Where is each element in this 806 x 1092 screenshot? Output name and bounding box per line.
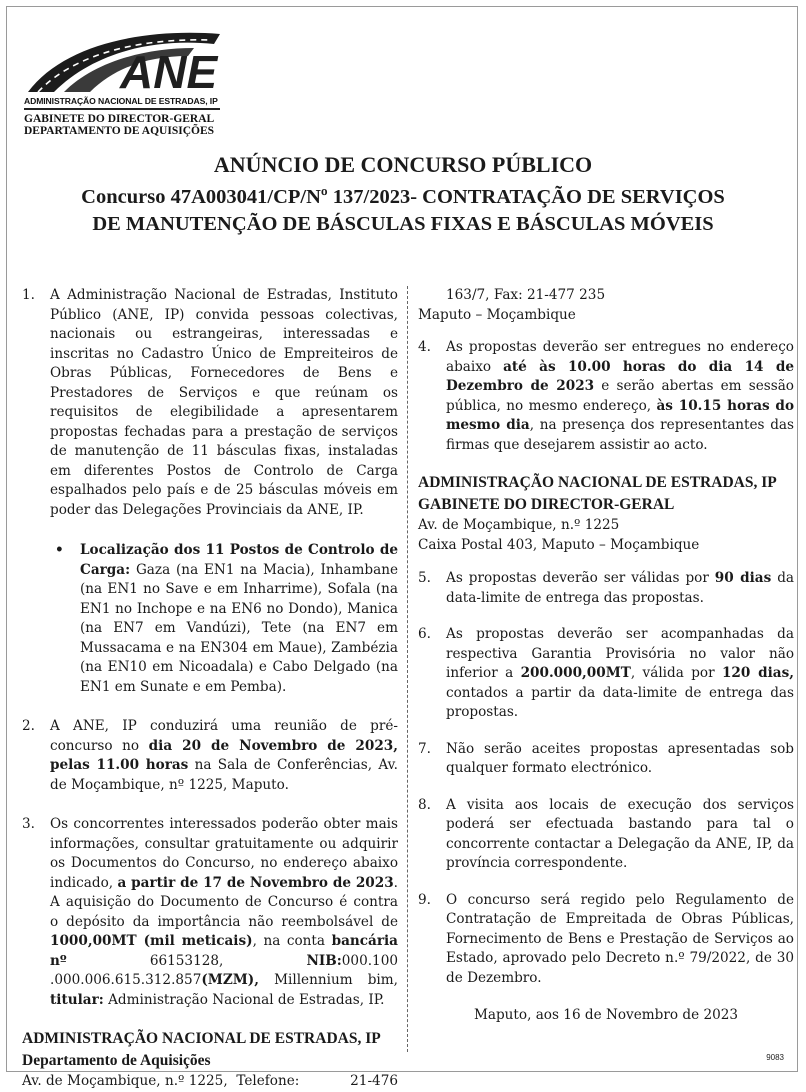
item-2-number: 2. [22, 718, 35, 734]
right-column [418, 286, 794, 1026]
office-block [24, 113, 214, 137]
bullet-mark: • [55, 542, 64, 558]
item-3 [22, 815, 398, 1010]
item-7-text: Não serão aceites propostas apresentadas sob qualquer formato electrónico. [446, 740, 794, 776]
item-9-text: O concurso será regido pelo Regulamento de Contratação de Empreitada de Obras Públicas, Fornecimento de Bens e Prestação de Serviços ao Estado, aprovado pelo Decreto n.º 79/2022, de 30 de Dezembro. [446, 891, 794, 986]
posts-bullet-text: Gaza (na EN1 na Macia), Inhambane (na EN1 no Save e em Inharrime), Sofala (na EN1 no Inchope e na EN6 no Dondo), Manica (na EN7 em Vandúzi), Tete (na EN7 em Mussacama e na EN304 em Maue), Zambézia (na EN10 em Nicoadala) e Cabo Delgado (na EN1 em Sunate e em Pemba). [80, 561, 398, 695]
item-3-fee: 1000,00MT (mil meticais) [50, 933, 253, 949]
dateline: Maputo, aos 16 de Novembro de 2023 [473, 1007, 739, 1023]
tender-title-line-2: DE MANUTENÇÃO DE BÁSCULAS FIXAS E BÁSCULAS MÓVEIS [92, 213, 714, 235]
item-5-text-c: da data-limite de entrega das propostas. [446, 570, 795, 606]
address-1-street-line [22, 1072, 398, 1092]
item-3-text-c: . A aquisição do Documento de Concurso é contra o depósito da importância não reembolsável de [50, 874, 398, 930]
address-1-heading: ADMINISTRAÇÃO NACIONAL DE ESTRADAS, IP [22, 1030, 381, 1047]
item-3-currency: (MZM), [201, 972, 259, 988]
item-4-opening-time: às 10.15 horas do mesmo dia [446, 397, 795, 433]
item-7-number: 7. [418, 740, 431, 757]
item-6-number: 6. [418, 626, 431, 642]
address-1-department: Departamento de Aquisições [22, 1052, 211, 1069]
item-6 [418, 625, 794, 723]
agency-name-caption: ADMINISTRAÇÃO NACIONAL DE ESTRADAS, IP [24, 96, 218, 106]
address-1-street: Av. de Moçambique, n.º 1225, [22, 1073, 228, 1089]
posts-bullet-heading: Localização dos 11 Postos de Controlo de Carga: [80, 542, 398, 578]
item-3-holder-label: titular: [50, 991, 104, 1008]
item-3-text-e: , na conta [252, 933, 332, 949]
address-block-1 [22, 1028, 398, 1092]
tender-title-line-1: Concurso 47A003041/CP/Nº 137/2023- CONTRATAÇÃO DE SERVIÇOS [81, 186, 725, 208]
logo-underline [24, 108, 220, 110]
item-5 [418, 569, 794, 608]
item-3-bank: Millennium bim, [258, 972, 398, 988]
item-2-text-a: A ANE, IP conduzirá uma reunião de pré-concurso no [50, 718, 398, 754]
left-column [22, 286, 398, 1092]
office-line-1: GABINETE DO DIRECTOR-GERAL [24, 113, 215, 125]
posts-bullet [22, 541, 398, 697]
address-2-office: GABINETE DO DIRECTOR-GERAL [418, 496, 675, 513]
item-3-nib-value: 000.100 .000.006.615.312.857 [50, 952, 398, 988]
address-2-postal: Caixa Postal 403, Maputo – Moçambique [418, 536, 700, 553]
item-9 [418, 891, 794, 989]
item-6-text-c: , válida por [630, 665, 722, 681]
item-5-number: 5. [418, 570, 431, 586]
item-3-account-label: bancária nº [50, 933, 398, 969]
item-2-text-c: na Sala de Conferências, Av. de Moçambique, nº 1225, Maputo. [50, 757, 398, 793]
item-6-guarantee: 200.000,00MT [520, 665, 631, 681]
address-1-phone-continued: 163/7, Fax: 21-477 235 [446, 287, 606, 303]
item-3-nib-label: NIB: [306, 952, 342, 969]
item-1 [22, 286, 398, 520]
item-3-text-a: Os concorrentes interessados poderão obter mais informações, consultar gratuitamente ou adquirir os Documentos do Concurso, no endereço abaixo indicado, [50, 816, 398, 891]
notice-title: ANÚNCIO DE CONCURSO PÚBLICO [213, 152, 593, 177]
address-1-phone-start: 21-476 [350, 1073, 398, 1089]
item-8-text: A visita aos locais de execução dos serviços poderá ser efectuada bastando para tal o concorrente contactar a Delegação da ANE, IP, da província correspondente. [446, 796, 794, 871]
item-4-number: 4. [418, 339, 431, 355]
item-5-text-a: As propostas deverão ser válidas por [446, 570, 715, 586]
print-code: 9083 [766, 1053, 784, 1062]
item-6-text-e: contados a partir da data-limite de entrega das propostas. [446, 684, 794, 720]
item-8 [418, 796, 794, 874]
item-4 [418, 338, 794, 455]
item-4-text-a: As propostas deverão ser entregues no endereço abaixo [446, 339, 794, 375]
item-8-number: 8. [418, 796, 431, 813]
logo-wordmark: ANE [120, 46, 218, 98]
item-3-holder: Administração Nacional de Estradas, IP. [103, 991, 385, 1008]
item-3-number: 3. [22, 816, 35, 832]
item-6-validity: 120 dias, [721, 665, 794, 681]
item-9-number: 9. [418, 891, 431, 908]
item-5-validity: 90 dias [714, 570, 772, 586]
column-divider [407, 286, 408, 1052]
address-2-heading: ADMINISTRAÇÃO NACIONAL DE ESTRADAS, IP [418, 474, 777, 491]
item-2 [22, 717, 398, 795]
item-1-number: 1. [22, 287, 35, 303]
item-1-text: A Administração Nacional de Estradas, Instituto Público (ANE, IP) convida pessoas colectivas, nacionais ou estrangeiras, interessadas e inscritas no Cadastro Único de Empreiteiros de Obras Públicas, Fornecedores de Bens e Prestadores de Serviços e que reúnam os requisitos de elegibilidade a apresentarem propostas fechadas para a prestação de serviços de manutenção de 11 básculas fixas, instaladas em diferentes Postos de Controlo de Carga espalhados pelo país e de 25 básculas móveis em poder das Delegações Provinciais da ANE, IP. [50, 287, 398, 518]
address-1-phone-label: Telefone: [236, 1073, 300, 1089]
item-4-text-c: e serão abertas em sessão pública, no mesmo endereço, [446, 378, 794, 414]
item-7 [418, 740, 794, 779]
item-2-meeting-date: dia 20 de Novembro de 2023, pelas 11.00 horas [50, 737, 398, 773]
address-1-city: Maputo – Moçambique [418, 306, 576, 323]
item-3-start-date: a partir de 17 de Novembro de 2023 [117, 874, 394, 891]
address-2-street: Av. de Moçambique, n.º 1225 [418, 517, 620, 533]
item-4-deadline: até às 10.00 horas do dia 14 de Dezembro de 2023 [446, 358, 794, 394]
item-6-text-a: As propostas deverão ser acompanhadas da respectiva Garantia Provisória no valor não inferior a [446, 626, 794, 681]
address-block-2 [418, 472, 794, 555]
item-4-text-e: , na presença dos representantes das firmas que desejarem assistir ao acto. [446, 417, 794, 453]
office-line-2: DEPARTAMENTO DE AQUISIÇÕES [24, 125, 215, 137]
item-3-account-number: 66153128, [66, 952, 307, 969]
